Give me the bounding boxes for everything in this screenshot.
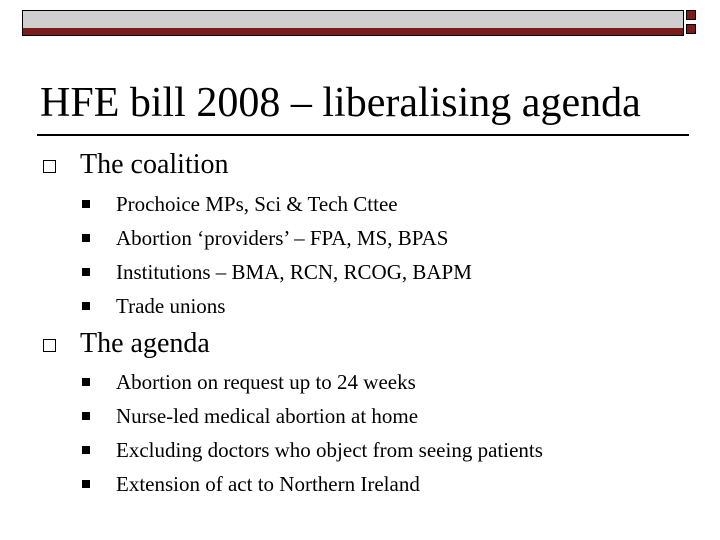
section-heading-coalition: The coalition	[80, 149, 229, 180]
list-item: Extension of act to Northern Ireland	[116, 472, 420, 496]
list-item: Trade unions	[116, 294, 226, 318]
hollow-square-bullet-icon	[43, 339, 56, 352]
filled-square-bullet-icon	[82, 200, 90, 208]
filled-square-bullet-icon	[82, 446, 90, 454]
filled-square-bullet-icon	[82, 302, 90, 310]
section-heading-agenda: The agenda	[80, 328, 210, 359]
list-item: Abortion on request up to 24 weeks	[116, 370, 416, 394]
hollow-square-bullet-icon	[43, 160, 56, 173]
list-item: Nurse-led medical abortion at home	[116, 404, 419, 428]
list-item: Excluding doctors who object from seeing patients	[116, 438, 543, 462]
filled-square-bullet-icon	[82, 480, 90, 488]
filled-square-bullet-icon	[82, 234, 90, 242]
list-item: Abortion ‘providers’ – FPA, MS, BPAS	[116, 226, 449, 250]
list-item: Institutions – BMA, RCN, RCOG, BAPM	[116, 260, 472, 284]
top-decorative-squares	[686, 10, 698, 36]
decorative-square-icon	[686, 24, 696, 34]
filled-square-bullet-icon	[82, 268, 90, 276]
slide-title: HFE bill 2008 – liberalising agenda	[40, 80, 641, 126]
title-underline	[37, 134, 689, 136]
top-decorative-bar	[22, 10, 684, 36]
decorative-square-icon	[686, 10, 696, 20]
list-item: Prochoice MPs, Sci & Tech Cttee	[116, 192, 398, 216]
filled-square-bullet-icon	[82, 412, 90, 420]
filled-square-bullet-icon	[82, 378, 90, 386]
